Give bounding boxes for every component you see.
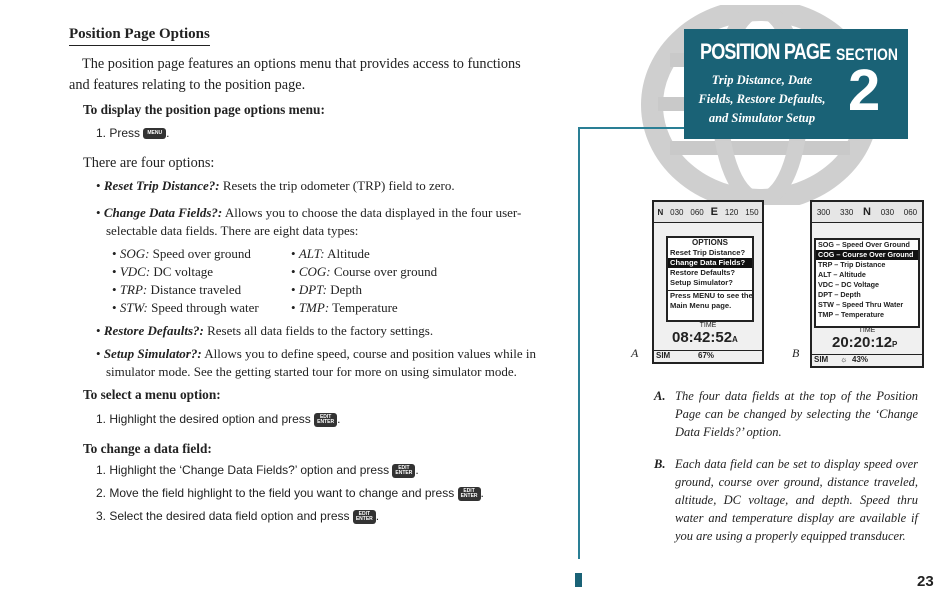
change-step-text: 2. Move the field highlight to the field you want to change and press <box>96 486 455 500</box>
caption-b-text: Each data field can be set to display speed over ground, course over ground, distance traveled, altitude, DC voltage, and depth. Speed thru water and temperature display are available if you are using a properly equipped transducer. <box>675 457 918 543</box>
menu-note: Press MENU to see the Main Menu page. <box>670 291 753 310</box>
data-type-item: • VDC: DC voltage <box>112 264 213 279</box>
page-number: 23 <box>917 573 934 590</box>
menu-item-cog[interactable]: COG – Course Over Ground <box>816 250 918 260</box>
menu-key-icon: MENU <box>143 128 166 139</box>
option-reset-trip-text: Resets the trip odometer (TRP) field to zero. <box>219 178 455 193</box>
option-change-fields-text: Allows you to choose the data displayed in the four user- <box>222 205 522 220</box>
menu-item-change-fields[interactable]: Change Data Fields? <box>668 258 752 268</box>
data-type-item: • STW: Speed through water <box>112 300 259 315</box>
data-type-item: • COG: Course over ground <box>291 264 438 279</box>
figure-label-b: B <box>792 346 800 360</box>
change-step-2: 2. Move the field highlight to the field you want to change and press EDIT ENTER . <box>96 486 484 500</box>
option-simulator-label: Setup Simulator?: <box>103 346 202 361</box>
section-label: SECTION <box>836 45 898 64</box>
menu-item-reset-trip[interactable]: Reset Trip Distance? <box>670 248 746 257</box>
menu-item-alt[interactable]: ALT – Altitude <box>818 270 866 279</box>
banner-title: POSITION PAGE <box>700 39 831 64</box>
compass-strip: 300 330 N 030 060 <box>812 202 922 223</box>
option-reset-trip: • Reset Trip Distance?: Resets the trip odometer (TRP) field to zero. <box>96 178 455 193</box>
caption-a-text: The four data fields at the top of the Position Page can be changed by selecting the ‘Change Data Fields?’ option. <box>675 389 918 439</box>
intro-line-1: The position page features an options menu that provides access to functions <box>82 56 521 72</box>
status-bar: SIM 67% <box>654 350 762 363</box>
compass-strip: N 030 060 E 120 150 <box>654 202 762 223</box>
display-menu-heading: To display the position page options menu: <box>83 102 325 117</box>
time-label: TIME <box>699 322 717 329</box>
display-step: 1. Press MENU . <box>96 126 170 140</box>
menu-item-vdc[interactable]: VDC – DC Voltage <box>818 280 879 289</box>
option-restore-label: Restore Defaults?: <box>103 323 204 338</box>
select-option-heading: To select a menu option: <box>83 387 221 402</box>
options-menu-title: OPTIONS <box>691 238 728 247</box>
data-type-item: • TRP: Distance traveled <box>112 282 242 297</box>
figure-label-a: A <box>631 346 639 360</box>
time-value: 20:20:12P <box>832 334 898 351</box>
gps-screen-a <box>652 200 764 364</box>
edit-enter-key-icon: EDIT ENTER <box>458 487 481 501</box>
option-change-fields-text-2: selectable data fields. There are eight data types: <box>106 223 359 238</box>
section-number: 2 <box>848 58 881 123</box>
caption-a: A. The four data fields at the top of the Position Page can be changed by selecting the ‘Change Data Fields?’ option. <box>654 389 918 439</box>
data-type-item: • DPT: Depth <box>291 282 363 297</box>
option-restore-text: Resets all data fields to the factory settings. <box>203 323 434 338</box>
option-change-fields-label: Change Data Fields?: <box>103 205 223 220</box>
four-options-text: There are four options: <box>83 155 215 171</box>
caption-b: B. Each data field can be set to display speed over ground, course over ground, distance traveled, altitude, DC voltage, and depth. Speed thru water and temperature display are available if you are using a properly equipped transducer. <box>654 457 918 543</box>
data-types-right <box>291 245 481 317</box>
change-step-1: 1. Highlight the ‘Change Data Fields?’ option and press EDIT ENTER . <box>96 463 419 477</box>
display-step-text: 1. Press <box>96 126 141 140</box>
intro-line-2: and features relating to the position page. <box>69 77 306 93</box>
section-heading: Position Page Options <box>69 26 210 46</box>
change-step-text: 3. Select the desired data field option and press <box>96 509 350 523</box>
data-types-left <box>112 245 302 317</box>
banner-subtitle: Trip Distance, Date Fields, Restore Defaults, and Simulator Setup <box>698 73 826 125</box>
time-value: 08:42:52A <box>672 329 738 346</box>
gps-screen-b <box>810 200 924 368</box>
option-reset-trip-label: Reset Trip Distance?: <box>103 178 220 193</box>
menu-item-trp[interactable]: TRP – Trip Distance <box>818 260 886 269</box>
change-step-3: 3. Select the desired data field option and press EDIT ENTER . <box>96 509 380 523</box>
data-type-item: • TMP: Temperature <box>291 300 398 315</box>
data-type-item: • ALT: Altitude <box>291 246 370 261</box>
data-field-menu <box>814 238 920 328</box>
status-bar: SIM ☼ 43% <box>812 354 922 367</box>
change-step-text: 1. Highlight the ‘Change Data Fields?’ option and press <box>96 463 390 477</box>
time-label: TIME <box>858 327 876 334</box>
intro-paragraph <box>69 54 539 96</box>
select-step: 1. Highlight the desired option and press EDIT ENTER . <box>96 412 341 426</box>
select-step-text: 1. Highlight the desired option and press <box>96 412 311 426</box>
divider-line <box>578 127 684 129</box>
menu-item-restore-defaults[interactable]: Restore Defaults? <box>670 268 735 277</box>
menu-item-sog[interactable]: SOG – Speed Over Ground <box>818 240 910 249</box>
section-banner <box>684 29 908 139</box>
option-change-fields: • Change Data Fields?: Allows you to choose the data displayed in the four user- selectable data fields. There are eight data types: <box>96 204 536 240</box>
option-simulator-text-2: simulator mode. See the getting started tour for more on using simulator mode. <box>106 364 517 379</box>
edit-enter-key-icon: EDIT ENTER <box>353 510 376 524</box>
option-simulator-text: Allows you to define speed, course and position values while in <box>201 346 537 361</box>
page-marker <box>575 573 582 587</box>
menu-item-tmp[interactable]: TMP – Temperature <box>818 310 885 319</box>
option-setup-simulator: • Setup Simulator?: Allows you to define speed, course and position values while in simulator mode. See the getting started tour for more on using simulator mode. <box>96 345 546 381</box>
option-restore-defaults: • Restore Defaults?: Resets all data fields to the factory settings. <box>96 323 434 338</box>
edit-enter-key-icon: EDIT ENTER <box>314 413 337 427</box>
change-field-heading: To change a data field: <box>83 441 212 456</box>
options-menu <box>666 236 754 322</box>
data-type-item: • SOG: Speed over ground <box>112 246 251 261</box>
satellite-icon: ☼ <box>840 355 848 364</box>
menu-item-dpt[interactable]: DPT – Depth <box>818 290 861 299</box>
divider-line <box>578 127 580 559</box>
menu-item-stw[interactable]: STW – Speed Thru Water <box>818 300 904 309</box>
menu-item-setup-simulator[interactable]: Setup Simulator? <box>670 278 733 287</box>
edit-enter-key-icon: EDIT ENTER <box>392 464 415 478</box>
